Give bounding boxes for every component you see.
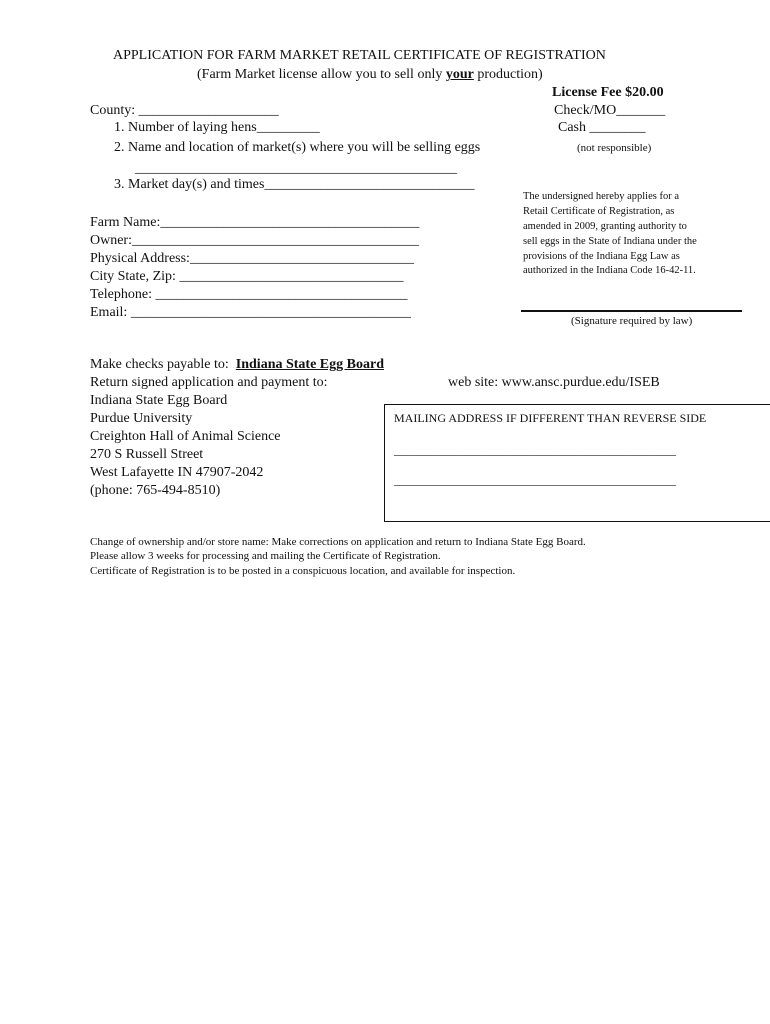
checks-payable-to: Indiana State Egg Board: [235, 357, 384, 372]
market-days-field[interactable]: 3. Market day(s) and times______________________________: [114, 177, 475, 192]
mailing-address-title: MAILING ADDRESS IF DIFFERENT THAN REVERSE SIDE: [394, 411, 707, 425]
note-ownership-change: Change of ownership and/or store name: Make corrections on application and return to Indiana State Egg Board.: [90, 536, 586, 548]
mailing-address-line[interactable]: _______________________________________________: [394, 443, 676, 457]
not-responsible-note: (not responsible): [577, 142, 652, 154]
note-posting: Certificate of Registration is to be posted in a conspicuous location, and available for inspection.: [90, 565, 516, 577]
checks-payable-label: Make checks payable to:: [90, 357, 229, 372]
address-line: Purdue University: [90, 411, 193, 426]
subtitle-pre: (Farm Market license allow you to sell only: [197, 67, 446, 82]
market-location-line[interactable]: ______________________________________________: [135, 161, 457, 176]
website-link[interactable]: web site: www.ansc.purdue.edu/ISEB: [448, 375, 660, 390]
owner-field[interactable]: Owner:_________________________________________: [90, 233, 419, 248]
signature-line[interactable]: [521, 310, 742, 312]
checks-payable-line: [90, 356, 384, 374]
market-location-field[interactable]: 2. Name and location of market(s) where you will be selling eggs: [114, 140, 481, 155]
physical-address-field[interactable]: Physical Address:________________________________: [90, 251, 414, 266]
address-line: Creighton Hall of Animal Science: [90, 429, 281, 444]
note-processing-time: Please allow 3 weeks for processing and mailing the Certificate of Registration.: [90, 550, 441, 562]
return-label: Return signed application and payment to:: [90, 375, 328, 390]
subtitle-emphasis: your: [445, 67, 474, 82]
mailing-address-line[interactable]: _______________________________________________: [394, 473, 676, 487]
address-line: West Lafayette IN 47907-2042: [90, 465, 264, 480]
telephone-field[interactable]: Telephone: ____________________________________: [90, 287, 408, 302]
phone-line: (phone: 765-494-8510): [90, 483, 221, 498]
city-state-zip-field[interactable]: City State, Zip: ________________________________: [90, 269, 404, 284]
declaration-line: amended in 2009, granting authority to: [523, 221, 687, 232]
license-fee: License Fee $20.00: [552, 85, 664, 100]
county-field[interactable]: County: ____________________: [90, 103, 279, 118]
laying-hens-field[interactable]: 1. Number of laying hens_________: [114, 120, 320, 135]
declaration-line: authorized in the Indiana Code 16-42-11.: [523, 265, 696, 276]
farm-name-field[interactable]: Farm Name:_____________________________________: [90, 215, 420, 230]
declaration-line: Retail Certificate of Registration, as: [523, 206, 675, 217]
declaration-line: sell eggs in the State of Indiana under the: [523, 236, 697, 247]
signature-label: (Signature required by law): [571, 315, 693, 327]
address-line: Indiana State Egg Board: [90, 393, 228, 408]
cash-field[interactable]: Cash ________: [558, 120, 646, 135]
page-subtitle: [197, 66, 543, 84]
declaration-line: The undersigned hereby applies for a: [523, 191, 679, 202]
page-title: APPLICATION FOR FARM MARKET RETAIL CERTIFICATE OF REGISTRATION: [113, 48, 606, 63]
address-line: 270 S Russell Street: [90, 447, 204, 462]
declaration-line: provisions of the Indiana Egg Law as: [523, 251, 680, 262]
check-mo-field[interactable]: Check/MO_______: [554, 103, 666, 118]
email-field[interactable]: Email: ________________________________________: [90, 305, 411, 320]
subtitle-post: production): [473, 67, 543, 82]
